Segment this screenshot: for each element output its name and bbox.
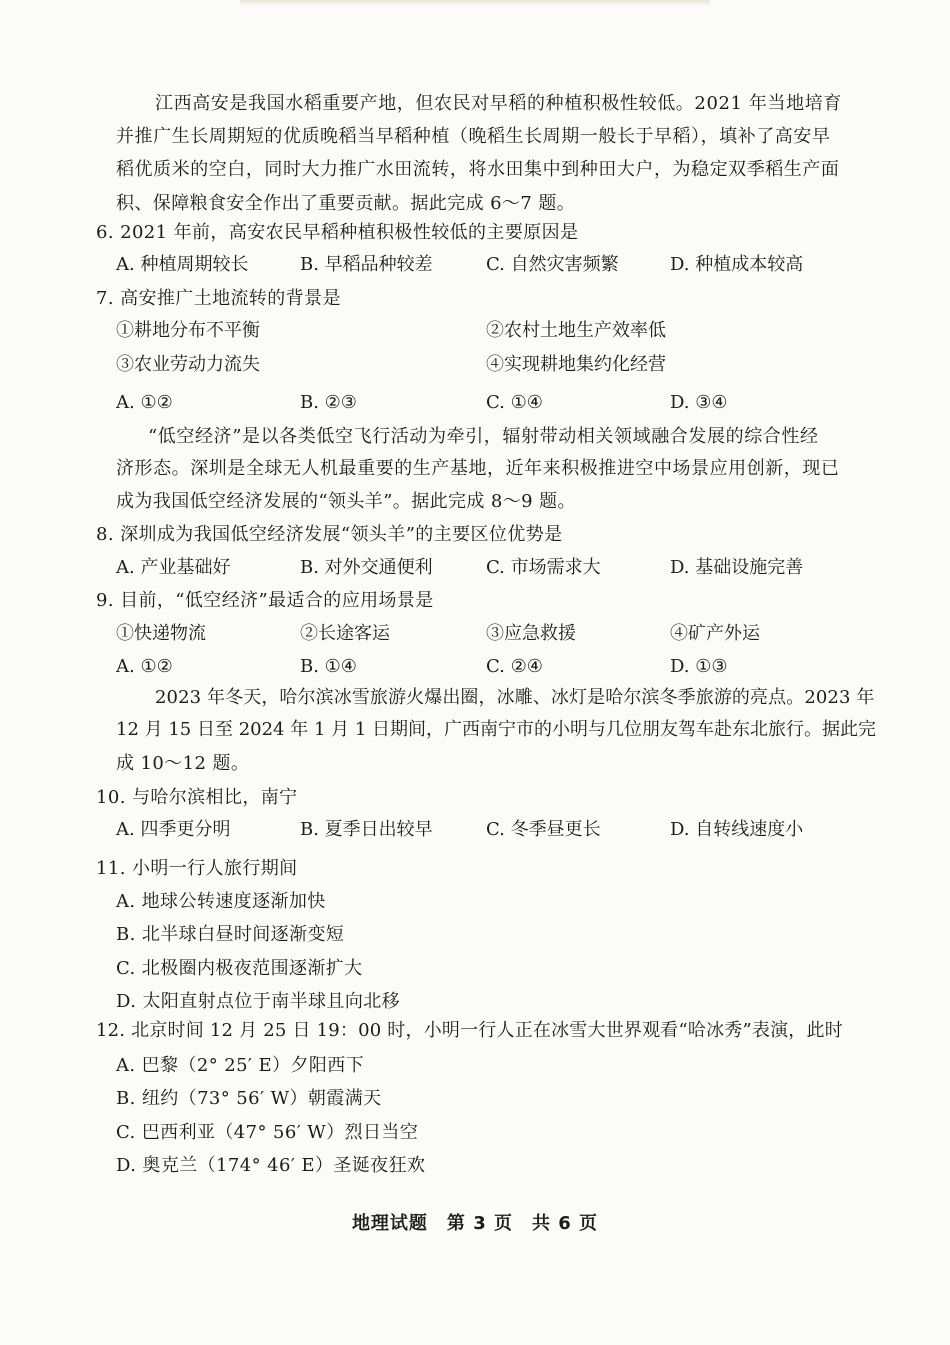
q12-option-a: A. 巴黎（2° 25′ E）夕阳西下 [116, 1055, 365, 1076]
q9-option-d: D. ①③ [670, 656, 728, 677]
q11-option-c: C. 北极圈内极夜范围逐渐扩大 [116, 958, 363, 979]
passage1-line4: 积、保障粮食安全作出了重要贡献。据此完成 6～7 题。 [116, 193, 576, 214]
q12-option-b: B. 纽约（73° 56′ W）朝霞满天 [116, 1088, 382, 1109]
passage1-line1: 江西高安是我国水稻重要产地，但农民对早稻的种植积极性较低。2021 年当地培育 [155, 93, 842, 114]
scan-shadow [240, 0, 710, 6]
q7-statement-3: ③农业劳动力流失 [116, 354, 260, 375]
q6-stem: 6. 2021 年前，高安农民早稻种植积极性较低的主要原因是 [96, 222, 579, 243]
q8-option-b: B. 对外交通便利 [300, 557, 433, 578]
q7-statement-1: ①耕地分布不平衡 [116, 320, 260, 341]
q7-statement-4: ④实现耕地集约化经营 [486, 354, 666, 375]
q12-option-c: C. 巴西利亚（47° 56′ W）烈日当空 [116, 1122, 419, 1143]
q12-stem: 12. 北京时间 12 月 25 日 19：00 时，小明一行人正在冰雪大世界观看“哈冰秀”表演，此时 [96, 1020, 843, 1041]
q8-option-c: C. 市场需求大 [486, 557, 601, 578]
passage2-line1: “低空经济”是以各类低空飞行活动为牵引，辐射带动相关领域融合发展的综合性经 [148, 426, 819, 447]
q9-stem: 9. 目前，“低空经济”最适合的应用场景是 [96, 590, 434, 611]
page-footer: 地理试题 第 3 页 共 6 页 [351, 1213, 599, 1234]
q9-statement-2: ②长途客运 [300, 623, 390, 644]
passage2-line3: 成为我国低空经济发展的“领头羊”。据此完成 8～9 题。 [116, 491, 576, 512]
q9-statement-1: ①快递物流 [116, 623, 206, 644]
passage1-line3: 稻优质米的空白，同时大力推广水田流转，将水田集中到种田大户，为稳定双季稻生产面 [116, 159, 840, 180]
q9-statement-3: ③应急救援 [486, 623, 576, 644]
passage1-line2: 并推广生长周期短的优质晚稻当早稻种植（晚稻生长周期一般长于早稻），填补了高安早 [116, 126, 831, 147]
q8-option-a: A. 产业基础好 [116, 557, 231, 578]
q7-statement-2: ②农村土地生产效率低 [486, 320, 666, 341]
q8-option-d: D. 基础设施完善 [670, 557, 804, 578]
q9-option-a: A. ①② [116, 656, 173, 677]
q11-stem: 11. 小明一行人旅行期间 [96, 858, 298, 879]
q12-option-d: D. 奥克兰（174° 46′ E）圣诞夜狂欢 [116, 1155, 426, 1176]
q10-option-b: B. 夏季日出较早 [300, 819, 433, 840]
passage3-line3: 成 10～12 题。 [116, 753, 250, 774]
q6-option-d: D. 种植成本较高 [670, 254, 804, 275]
q10-stem: 10. 与哈尔滨相比，南宁 [96, 787, 298, 808]
q9-option-c: C. ②④ [486, 656, 543, 677]
passage3-line1: 2023 年冬天，哈尔滨冰雪旅游火爆出圈，冰雕、冰灯是哈尔滨冬季旅游的亮点。2023 年 [155, 687, 875, 708]
q9-statement-4: ④矿产外运 [670, 623, 760, 644]
passage3-line2: 12 月 15 日至 2024 年 1 月 1 日期间，广西南宁市的小明与几位朋友驾车赴东北旅行。据此完 [116, 719, 877, 740]
q11-option-b: B. 北半球白昼时间逐渐变短 [116, 924, 345, 945]
q7-stem: 7. 高安推广土地流转的背景是 [96, 288, 341, 309]
passage2-line2: 济形态。深圳是全球无人机最重要的生产基地，近年来积极推进空中场景应用创新，现已 [116, 458, 840, 479]
q7-option-b: B. ②③ [300, 392, 357, 413]
q10-option-a: A. 四季更分明 [116, 819, 231, 840]
q8-stem: 8. 深圳成为我国低空经济发展“领头羊”的主要区位优势是 [96, 524, 563, 545]
q9-option-b: B. ①④ [300, 656, 357, 677]
q7-option-c: C. ①④ [486, 392, 543, 413]
q11-option-a: A. 地球公转速度逐渐加快 [116, 891, 326, 912]
q6-option-a: A. 种植周期较长 [116, 254, 249, 275]
q7-option-d: D. ③④ [670, 392, 728, 413]
q6-option-c: C. 自然灾害频繁 [486, 254, 619, 275]
q6-option-b: B. 早稻品种较差 [300, 254, 433, 275]
q7-option-a: A. ①② [116, 392, 173, 413]
q10-option-d: D. 自转线速度小 [670, 819, 804, 840]
q11-option-d: D. 太阳直射点位于南半球且向北移 [116, 991, 401, 1012]
q10-option-c: C. 冬季昼更长 [486, 819, 601, 840]
